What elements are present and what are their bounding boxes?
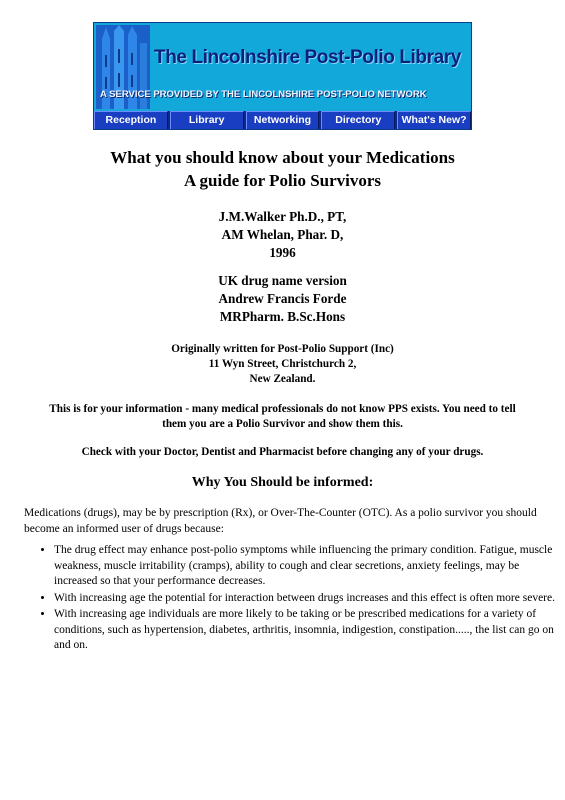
uk-version-line: UK drug name version: [218, 273, 347, 288]
title-line-2: A guide for Polio Survivors: [183, 171, 382, 190]
title-line-1: What you should know about your Medications: [110, 148, 455, 167]
intro-paragraph: Medications (drugs), may be by prescription (Rx), or Over-The-Counter (OTC). As a polio survivor you should become an informed user of drugs because:: [24, 507, 537, 535]
warning-notice: [0, 402, 565, 432]
site-banner: [93, 22, 472, 130]
banner-title: The Lincolnshire Post-Polio Library: [154, 47, 461, 68]
uk-version-block: [0, 272, 565, 326]
banner-tagline: A SERVICE PROVIDED BY THE LINCOLNSHIRE POST-POLIO NETWORK: [100, 89, 427, 100]
warning-line: them you are a Polio Survivor and show them this.: [162, 418, 403, 430]
origin-line: Originally written for Post-Polio Support (Inc): [171, 343, 394, 355]
nav-library[interactable]: Library: [170, 111, 244, 130]
list-item: • With increasing age individuals are more likely to be taking or be prescribed medications for a variety of conditions, such as hypertension, diabetes, arthritis, insomnia, indigestion, constipation....., the list can go on and on.: [54, 607, 564, 654]
banner-header: [94, 23, 471, 111]
main-nav: [94, 111, 471, 130]
author-line: AM Whelan, Phar. D,: [221, 227, 344, 242]
origin-line: New Zealand.: [249, 373, 316, 385]
check-notice: Check with your Doctor, Dentist and Pharmacist before changing any of your drugs.: [81, 446, 484, 458]
list-item: • The drug effect may enhance post-polio symptoms while influencing the primary condition. Fatigue, muscle weakness, muscle irritability (cramps), ability to cough and clear secretions, anxiety feelings, may be increased so that your performance decreases.: [54, 543, 564, 590]
origin-line: 11 Wyn Street, Christchurch 2,: [208, 358, 357, 370]
warning-line: This is for your information - many medical professionals do not know PPS exists. You need to tell: [49, 403, 516, 415]
nav-directory[interactable]: Directory: [321, 111, 395, 130]
nav-reception[interactable]: Reception: [94, 111, 168, 130]
page-title: [0, 146, 565, 192]
nav-networking[interactable]: Networking: [246, 111, 320, 130]
authors-block: [0, 208, 565, 262]
author-line: J.M.Walker Ph.D., PT,: [218, 209, 347, 224]
reasons-list: [24, 543, 564, 655]
nav-whats-new[interactable]: What's New?: [397, 111, 471, 130]
section-heading: Why You Should be informed:: [191, 475, 374, 490]
uk-version-line: MRPharm. B.Sc.Hons: [219, 309, 346, 324]
author-year: 1996: [269, 245, 296, 260]
uk-version-line: Andrew Francis Forde: [218, 291, 347, 306]
list-item: • With increasing age the potential for interaction between drugs increases and this effect is often more severe.: [54, 591, 564, 607]
origin-block: [0, 342, 565, 387]
